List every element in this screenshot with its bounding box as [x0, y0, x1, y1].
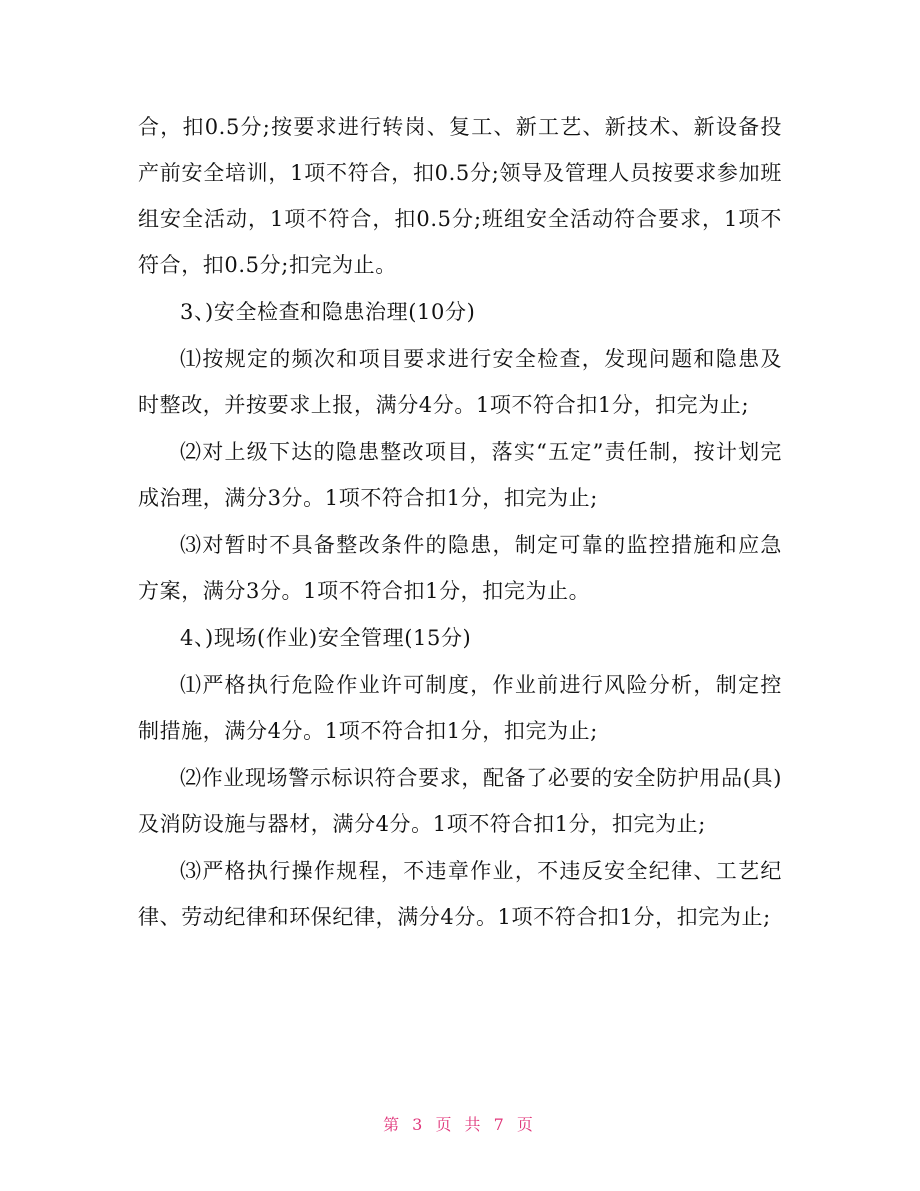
page-footer: 第 3 页 共 7 页	[383, 1115, 537, 1134]
section-heading-3: 3、)安全检查和隐患治理(10分)	[180, 300, 476, 324]
document-body	[138, 104, 782, 941]
paragraph-continuation: 合，扣0.5分;按要求进行转岗、复工、新工艺、新技术、新设备投产前安全培训，1项不符合，扣0.5分;领导及管理人员按要求参加班组安全活动，1项不符合，扣0.5分;班组安全活动符合要求，1项不符合，扣0.5分;扣完为止。	[138, 115, 782, 277]
paragraph-4-3: ⑶严格执行操作规程，不违章作业，不违反安全纪律、工艺纪律、劳动纪律和环保纪律，满分4分。1项不符合扣1分，扣完为止;	[138, 859, 782, 929]
paragraph-3-2: ⑵对上级下达的隐患整改项目，落实“五定”责任制，按计划完成治理，满分3分。1项不符合扣1分，扣完为止;	[138, 440, 782, 510]
paragraph-4-1: ⑴严格执行危险作业许可制度，作业前进行风险分析，制定控制措施，满分4分。1项不符合扣1分，扣完为止;	[138, 673, 782, 743]
section-heading-4: 4、)现场(作业)安全管理(15分)	[180, 626, 472, 650]
paragraph-3-3: ⑶对暂时不具备整改条件的隐患，制定可靠的监控措施和应急方案，满分3分。1项不符合扣1分，扣完为止。	[138, 533, 782, 603]
paragraph-4-2: ⑵作业现场警示标识符合要求，配备了必要的安全防护用品(具)及消防设施与器材，满分4分。1项不符合扣1分，扣完为止;	[138, 766, 782, 836]
paragraph-3-1: ⑴按规定的频次和项目要求进行安全检查，发现问题和隐患及时整改，并按要求上报，满分4分。1项不符合扣1分，扣完为止;	[138, 347, 782, 417]
